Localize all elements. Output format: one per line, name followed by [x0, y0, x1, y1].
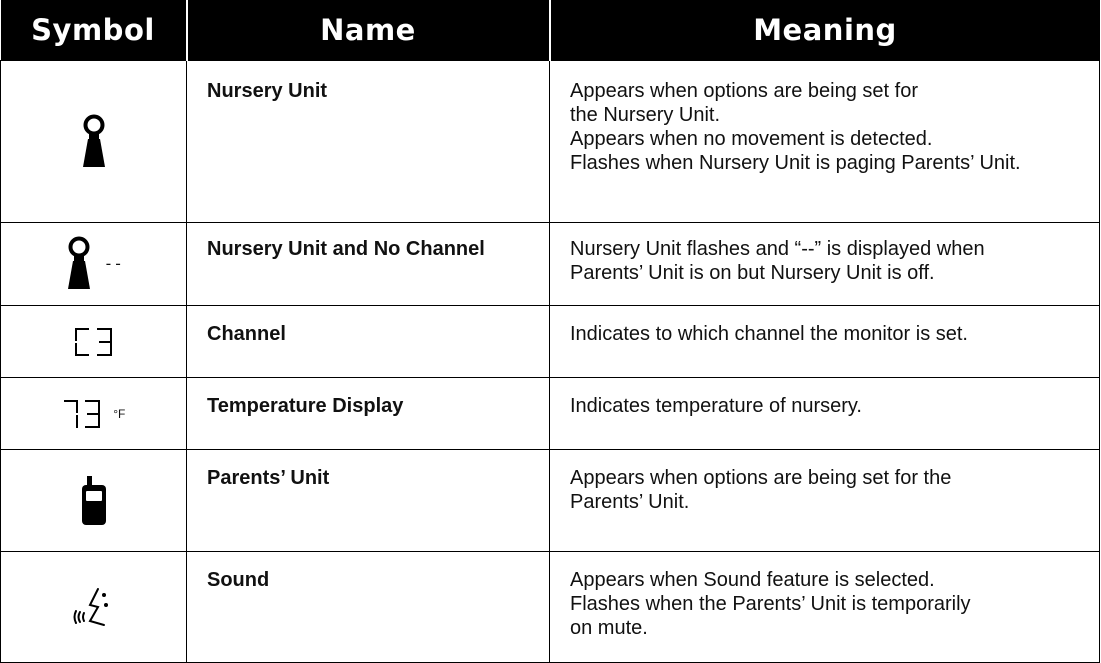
table-row [1, 61, 1100, 223]
symbol-cell [1, 223, 187, 306]
meaning-line: Flashes when the Parents’ Unit is temporarily [570, 593, 971, 615]
name-cell: Sound [187, 552, 550, 663]
meaning-line: Appears when options are being set for [570, 80, 918, 102]
fahrenheit-unit: °F [113, 406, 126, 421]
name-cell: Nursery Unit and No Channel [187, 223, 550, 306]
meaning-line: the Nursery Unit. [570, 104, 721, 126]
no-channel-dashes: -- [103, 254, 123, 273]
name-cell: Parents’ Unit [187, 450, 550, 552]
symbol-cell [1, 306, 187, 378]
meaning-line: Nursery Unit flashes and “--” is displayed when [570, 238, 985, 260]
table-row [1, 378, 1100, 450]
symbol-cell [1, 450, 187, 552]
meaning-cell [550, 61, 1100, 223]
symbol-cell [1, 552, 187, 663]
meaning-cell [550, 450, 1100, 552]
table-row [1, 552, 1100, 663]
header-meaning: Meaning [550, 0, 1100, 61]
meaning-line: Indicates temperature of nursery. [570, 395, 862, 417]
meaning-line: Appears when no movement is detected. [570, 128, 933, 150]
meaning-cell [550, 306, 1100, 378]
nursery-unit-no-channel-icon [64, 252, 100, 274]
meaning-line: on mute. [570, 617, 648, 639]
meaning-line: Appears when options are being set for the [570, 467, 952, 489]
name-cell: Temperature Display [187, 378, 550, 450]
header-symbol: Symbol [1, 0, 187, 61]
header-name: Name [187, 0, 550, 61]
meaning-cell [550, 378, 1100, 450]
symbol-cell [1, 378, 187, 450]
table-row [1, 223, 1100, 306]
name-cell: Channel [187, 306, 550, 378]
name-cell: Nursery Unit [187, 61, 550, 223]
table-row [1, 306, 1100, 378]
meaning-line: Parents’ Unit is on but Nursery Unit is off. [570, 262, 935, 284]
symbol-cell [1, 61, 187, 223]
meaning-cell [550, 552, 1100, 663]
table-row [1, 450, 1100, 552]
meaning-line: Appears when Sound feature is selected. [570, 569, 935, 591]
parents-unit-icon [81, 489, 107, 511]
meaning-line: Indicates to which channel the monitor is set. [570, 323, 968, 345]
meaning-line: Parents’ Unit. [570, 491, 690, 513]
temperature-icon [62, 402, 112, 424]
meaning-cell [550, 223, 1100, 306]
nursery-unit-icon [79, 130, 109, 152]
channel-icon [72, 330, 116, 352]
sound-icon [72, 595, 116, 617]
meaning-line: Flashes when Nursery Unit is paging Parents’ Unit. [570, 152, 1021, 174]
header-row [1, 0, 1100, 61]
